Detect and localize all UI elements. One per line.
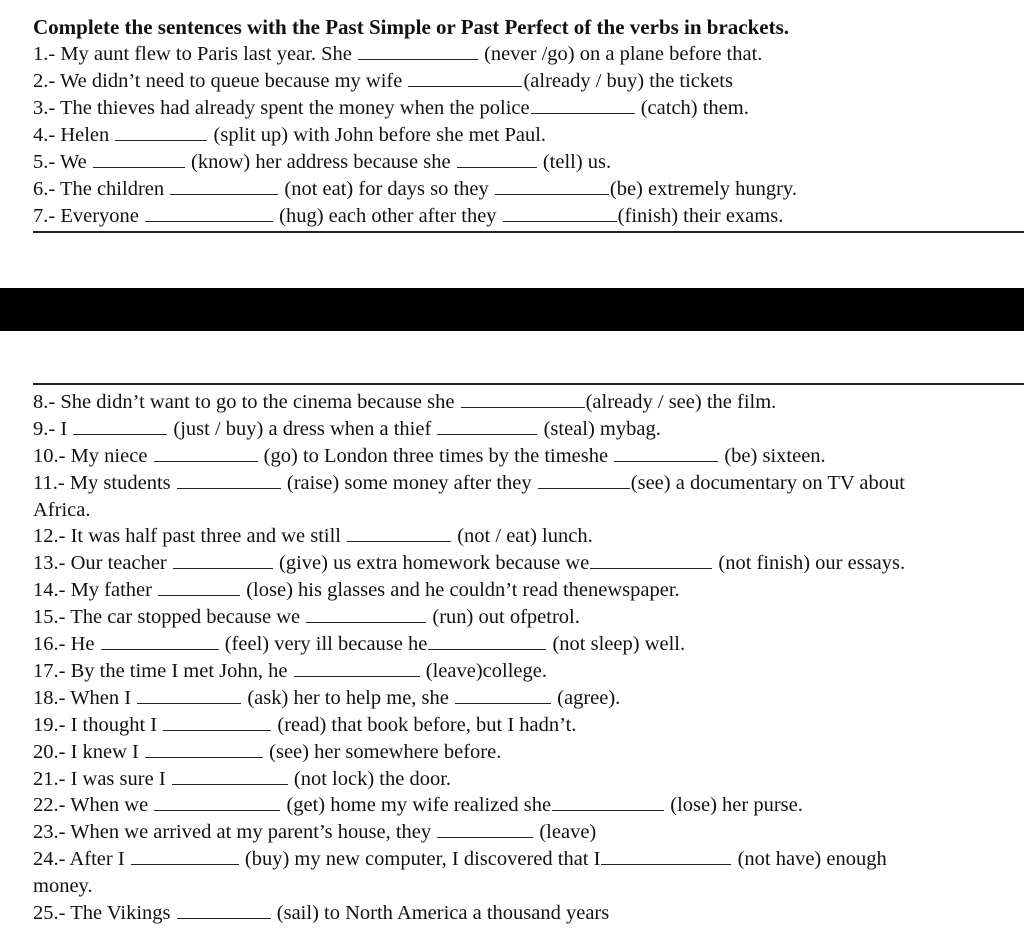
sentence-text: 9.- I bbox=[33, 418, 73, 440]
exercise-line bbox=[33, 792, 803, 819]
sentence-text: (know) her address because she bbox=[185, 151, 456, 173]
exercise-line bbox=[33, 577, 680, 604]
sentence-text: 7.- Everyone bbox=[33, 205, 144, 227]
answer-blank[interactable] bbox=[552, 792, 664, 811]
exercise-line bbox=[33, 176, 797, 203]
sentence-text: 8.- She didn’t want to go to the cinema because she bbox=[33, 391, 460, 413]
answer-blank[interactable] bbox=[437, 819, 533, 838]
sentence-text: 22.- When we bbox=[33, 794, 154, 816]
sentence-text: (raise) some money after they bbox=[281, 472, 537, 494]
exercise-line bbox=[33, 470, 905, 497]
exercise-line bbox=[33, 122, 546, 149]
sentence-text: 4.- Helen bbox=[33, 124, 115, 146]
section-1-divider bbox=[33, 231, 1024, 233]
sentence-text: 18.- When I bbox=[33, 687, 137, 709]
answer-blank[interactable] bbox=[294, 658, 420, 677]
sentence-text: 19.- I thought I bbox=[33, 714, 163, 736]
sentence-text: (not lock) the door. bbox=[288, 768, 452, 790]
sentence-text: 17.- By the time I met John, he bbox=[33, 660, 293, 682]
answer-blank[interactable] bbox=[531, 95, 635, 114]
sentence-text: 20.- I knew I bbox=[33, 741, 145, 763]
section-2-divider bbox=[33, 383, 1024, 385]
sentence-text: (not eat) for days so they bbox=[279, 178, 494, 200]
exercise-title: Complete the sentences with the Past Simple or Past Perfect of the verbs in brackets. bbox=[33, 15, 790, 39]
sentence-text: (buy) my new computer, I discovered that I bbox=[239, 848, 601, 870]
exercise-line bbox=[33, 846, 887, 873]
exercise-line bbox=[33, 149, 611, 176]
sentence-text: (agree). bbox=[552, 687, 621, 709]
exercise-line bbox=[33, 873, 93, 900]
sentence-text: (not / eat) lunch. bbox=[452, 525, 593, 547]
sentence-text: (be) extremely hungry. bbox=[609, 178, 797, 200]
answer-blank[interactable] bbox=[495, 176, 609, 195]
answer-blank[interactable] bbox=[177, 900, 271, 919]
sentence-text: (leave) bbox=[534, 821, 597, 843]
answer-blank[interactable] bbox=[170, 176, 278, 195]
sentence-text: money. bbox=[33, 875, 93, 897]
answer-blank[interactable] bbox=[408, 68, 522, 87]
exercise-line bbox=[33, 389, 776, 416]
exercise-line bbox=[33, 95, 749, 122]
sentence-text: 24.- After I bbox=[33, 848, 130, 870]
sentence-text: 3.- The thieves had already spent the money when the police bbox=[33, 97, 530, 119]
sentence-text: 14.- My father bbox=[33, 579, 158, 601]
answer-blank[interactable] bbox=[115, 122, 207, 141]
sentence-text: 5.- We bbox=[33, 151, 92, 173]
answer-blank[interactable] bbox=[173, 550, 273, 569]
sentence-text: 1.- My aunt flew to Paris last year. She bbox=[33, 43, 357, 65]
answer-blank[interactable] bbox=[137, 685, 241, 704]
exercise-line bbox=[33, 604, 580, 631]
sentence-text: (ask) her to help me, she bbox=[242, 687, 455, 709]
sentence-text: (split up) with John before she met Paul. bbox=[208, 124, 547, 146]
sentence-text: (see) her somewhere before. bbox=[264, 741, 502, 763]
answer-blank[interactable] bbox=[93, 149, 185, 168]
exercise-line bbox=[33, 631, 685, 658]
sentence-text: (lose) his glasses and he couldn’t read thenewspaper. bbox=[241, 579, 680, 601]
sentence-text: 15.- The car stopped because we bbox=[33, 606, 306, 628]
sentence-text: (not have) enough bbox=[732, 848, 887, 870]
exercise-line bbox=[33, 203, 783, 230]
answer-blank[interactable] bbox=[538, 470, 630, 489]
answer-blank[interactable] bbox=[158, 577, 240, 596]
sentence-text: (not finish) our essays. bbox=[713, 552, 906, 574]
answer-blank[interactable] bbox=[590, 550, 712, 569]
exercise-line bbox=[33, 685, 620, 712]
exercise-line bbox=[33, 819, 596, 846]
answer-blank[interactable] bbox=[457, 149, 537, 168]
sentence-text: (already / see) the film. bbox=[585, 391, 777, 413]
exercise-line bbox=[33, 443, 826, 470]
sentence-text: (lose) her purse. bbox=[665, 794, 803, 816]
answer-blank[interactable] bbox=[172, 766, 288, 785]
sentence-text: 25.- The Vikings bbox=[33, 902, 176, 924]
answer-blank[interactable] bbox=[601, 846, 731, 865]
answer-blank[interactable] bbox=[73, 416, 167, 435]
sentence-text: (feel) very ill because he bbox=[219, 633, 428, 655]
answer-blank[interactable] bbox=[145, 203, 273, 222]
sentence-text: (sail) to North America a thousand years bbox=[271, 902, 610, 924]
answer-blank[interactable] bbox=[163, 712, 271, 731]
answer-blank[interactable] bbox=[154, 792, 280, 811]
sentence-text: (run) out ofpetrol. bbox=[427, 606, 580, 628]
answer-blank[interactable] bbox=[614, 443, 718, 462]
sentence-text: (already / buy) the tickets bbox=[523, 70, 733, 92]
exercise-line bbox=[33, 658, 547, 685]
sentence-text: (never /go) on a plane before that. bbox=[478, 43, 763, 65]
answer-blank[interactable] bbox=[428, 631, 546, 650]
exercise-line bbox=[33, 550, 905, 577]
sentence-text: (steal) mybag. bbox=[538, 418, 661, 440]
sentence-text: 6.- The children bbox=[33, 178, 170, 200]
answer-blank[interactable] bbox=[455, 685, 551, 704]
sentence-text: Africa. bbox=[33, 499, 91, 521]
answer-blank[interactable] bbox=[437, 416, 537, 435]
exercise-line bbox=[33, 41, 762, 68]
sentence-text: (go) to London three times by the timeshe bbox=[258, 445, 614, 467]
sentence-text: 21.- I was sure I bbox=[33, 768, 171, 790]
exercise-line bbox=[33, 900, 609, 927]
exercise-line bbox=[33, 739, 501, 766]
answer-blank[interactable] bbox=[131, 846, 239, 865]
exercise-line bbox=[33, 766, 451, 793]
sentence-text: 12.- It was half past three and we still bbox=[33, 525, 347, 547]
answer-blank[interactable] bbox=[177, 470, 281, 489]
answer-blank[interactable] bbox=[145, 739, 263, 758]
exercise-line bbox=[33, 712, 576, 739]
sentence-text: 11.- My students bbox=[33, 472, 176, 494]
sentence-text: 10.- My niece bbox=[33, 445, 153, 467]
sentence-text: (read) that book before, but I hadn’t. bbox=[272, 714, 577, 736]
sentence-text: (see) a documentary on TV about bbox=[630, 472, 905, 494]
sentence-text: (just / buy) a dress when a thief bbox=[168, 418, 437, 440]
sentence-text: (tell) us. bbox=[537, 151, 612, 173]
answer-blank[interactable] bbox=[347, 523, 451, 542]
answer-blank[interactable] bbox=[306, 604, 426, 623]
sentence-text: 13.- Our teacher bbox=[33, 552, 172, 574]
exercise-line bbox=[33, 68, 733, 95]
sentence-text: 2.- We didn’t need to queue because my wife bbox=[33, 70, 408, 92]
sentence-text: 16.- He bbox=[33, 633, 100, 655]
sentence-text: 23.- When we arrived at my parent’s house, they bbox=[33, 821, 437, 843]
sentence-text: (leave)college. bbox=[420, 660, 547, 682]
exercise-line bbox=[33, 497, 90, 524]
answer-blank[interactable] bbox=[101, 631, 219, 650]
exercise-line bbox=[33, 416, 661, 443]
answer-blank[interactable] bbox=[358, 41, 478, 60]
answer-blank[interactable] bbox=[503, 203, 617, 222]
sentence-text: (not sleep) well. bbox=[547, 633, 686, 655]
answer-blank[interactable] bbox=[154, 443, 258, 462]
sentence-text: (give) us extra homework because we bbox=[273, 552, 590, 574]
exercise-line bbox=[33, 523, 593, 550]
sentence-text: (hug) each other after they bbox=[274, 205, 502, 227]
redaction-bar bbox=[0, 288, 1024, 331]
answer-blank[interactable] bbox=[461, 389, 585, 408]
sentence-text: (be) sixteen. bbox=[719, 445, 826, 467]
sentence-text: (get) home my wife realized she bbox=[281, 794, 552, 816]
sentence-text: (catch) them. bbox=[635, 97, 749, 119]
sentence-text: (finish) their exams. bbox=[617, 205, 784, 227]
